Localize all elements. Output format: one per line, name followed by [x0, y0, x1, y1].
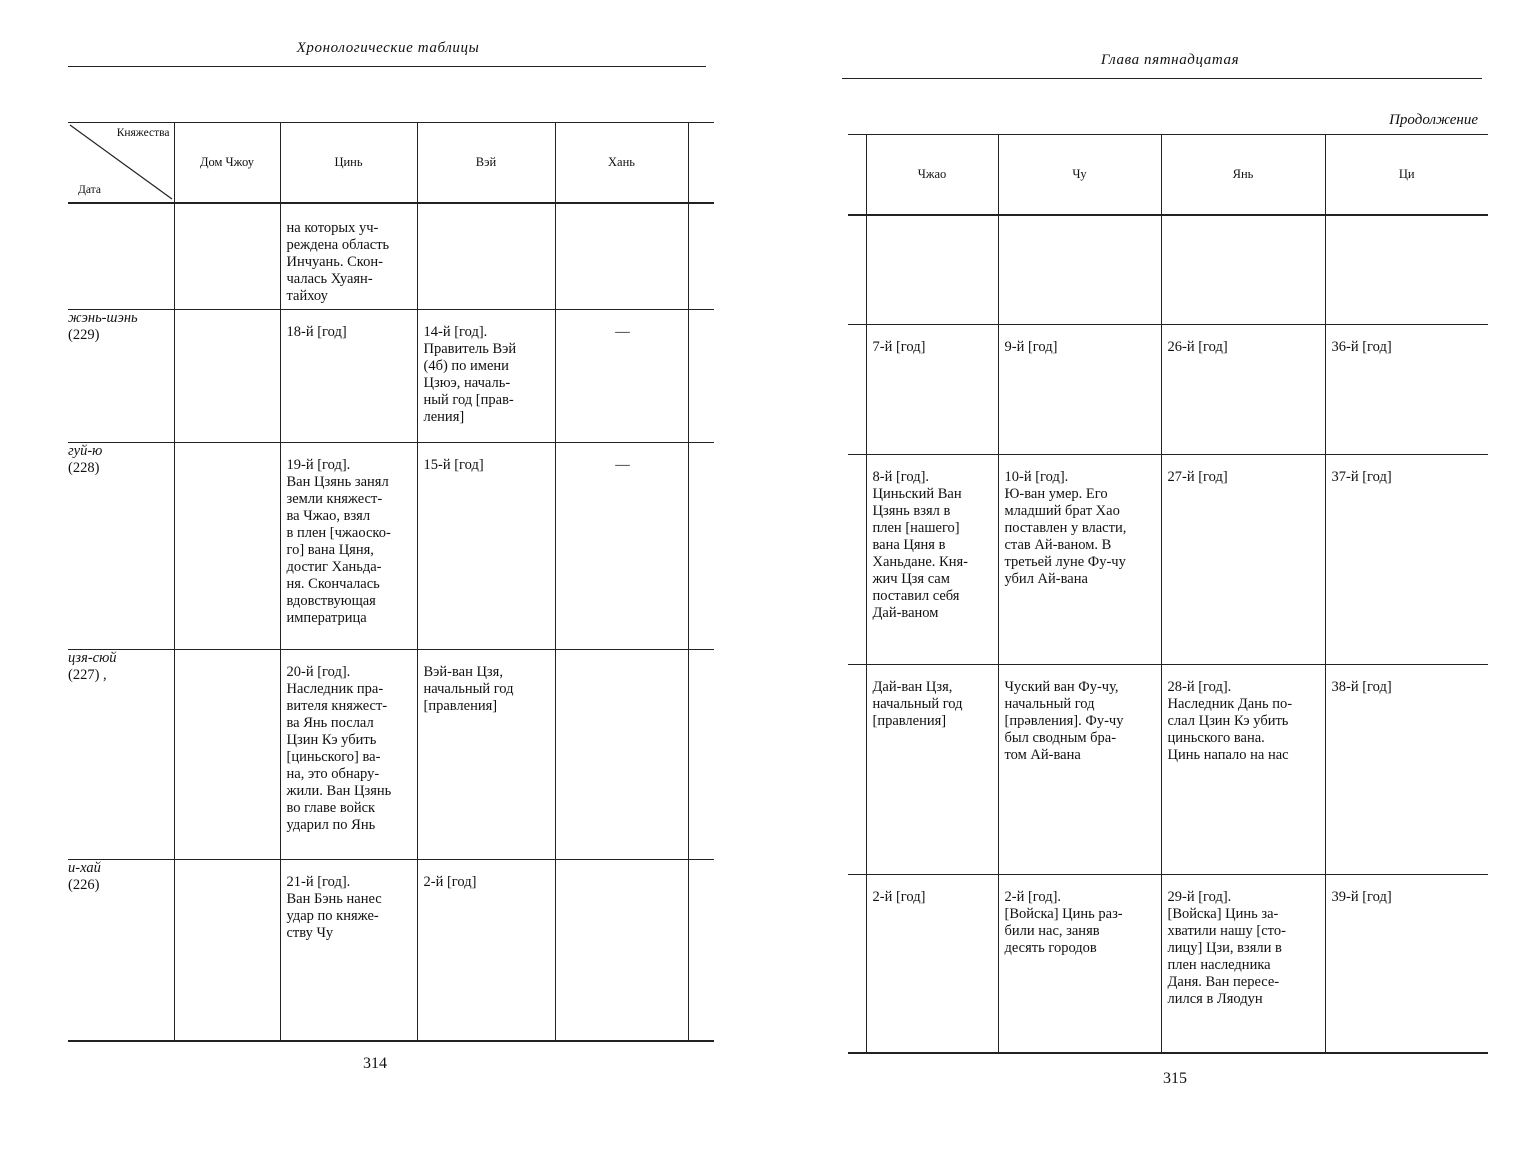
row-spacer	[688, 859, 714, 1041]
cell-qi	[1325, 215, 1488, 325]
column-header-zhao: Чжао	[866, 135, 998, 215]
cell-zhou	[174, 203, 280, 310]
cyclical-date: жэнь-шэнь	[68, 309, 138, 326]
column-header-qi: Ци	[1325, 135, 1488, 215]
year-bc: (228)	[68, 459, 100, 476]
table-row	[68, 203, 714, 310]
row-left-margin	[848, 665, 866, 875]
cell-wei: 2-й [год]	[417, 859, 555, 1041]
column-header-wei: Вэй	[417, 123, 555, 203]
cell-qin: на которых уч- реждена область Инчуань. Скон- чалась Хуаян- тайхоу	[280, 203, 417, 310]
cell-zhou	[174, 859, 280, 1041]
cell-han	[555, 203, 688, 310]
column-header-qin: Цинь	[280, 123, 417, 203]
cyclical-date: гуй-ю	[68, 442, 103, 459]
running-head-rule-left	[68, 66, 706, 67]
row-left-margin	[848, 215, 866, 325]
cell-yan: 29-й [год]. [Войска] Цинь за- хватили нашу [сто- лицу] Цзи, взяли в плен наследника Даня. Ван пересе- лился в Ляодун	[1161, 875, 1325, 1053]
table-row	[848, 875, 1488, 1053]
cell-qi: 37-й [год]	[1325, 455, 1488, 665]
cell-han	[555, 649, 688, 859]
page-number-left: 314	[363, 1055, 387, 1072]
header-principalities: Княжества	[116, 127, 170, 139]
cell-chu: 10-й [год]. Ю-ван умер. Его младший брат Хао поставлен у власти, став Ай-ваном. В третьей луне Фу-чу убил Ай-вана	[998, 455, 1161, 665]
table-row	[68, 442, 714, 649]
cell-qi: 38-й [год]	[1325, 665, 1488, 875]
cell-chu: 2-й [год]. [Войска] Цинь раз- били нас, заняв десять городов	[998, 875, 1161, 1053]
cell-chu	[998, 215, 1161, 325]
page-number-right: 315	[1163, 1070, 1187, 1087]
cell-zhao	[866, 215, 998, 325]
date-cell	[68, 442, 174, 649]
row-left-margin	[848, 325, 866, 455]
cell-han: —	[555, 309, 688, 442]
table-row	[848, 455, 1488, 665]
row-spacer	[688, 309, 714, 442]
cyclical-date: цзя-сюй	[68, 649, 117, 666]
cell-qi: 39-й [год]	[1325, 875, 1488, 1053]
cell-zhao: Дай-ван Цзя, начальный год [правления]	[866, 665, 998, 875]
running-head-rule-right	[842, 78, 1482, 79]
row-left-margin	[848, 455, 866, 665]
cell-han: —	[555, 442, 688, 649]
year-bc: (229)	[68, 326, 100, 343]
cell-zhao: 2-й [год]	[866, 875, 998, 1053]
date-cell	[68, 309, 174, 442]
cell-qin: 19-й [год]. Ван Цзянь занял земли княжест- ва Чжао, взял в плен [чжаоско- го] вана Цяня, достиг Ханьда- ня. Скончалась вдовствующая императрица	[280, 442, 417, 649]
table-row	[848, 665, 1488, 875]
cell-yan	[1161, 215, 1325, 325]
cell-zhou	[174, 309, 280, 442]
row-left-margin	[848, 875, 866, 1053]
table-row	[68, 859, 714, 1041]
cell-chu: 9-й [год]	[998, 325, 1161, 455]
cell-chu: Чуский ван Фу-чу, начальный год [прəвления]. Фу-чу был сводным бра- том Ай-вана	[998, 665, 1161, 875]
header-left-margin	[848, 135, 866, 215]
cell-wei: Вэй-ван Цзя, начальный год [правления]	[417, 649, 555, 859]
year-bc: (227) ,	[68, 666, 107, 683]
continued-label: Продолжение	[1389, 112, 1478, 128]
cell-wei: 15-й [год]	[417, 442, 555, 649]
header-spacer	[688, 123, 714, 203]
cell-wei	[417, 203, 555, 310]
table-row	[68, 309, 714, 442]
date-cell	[68, 203, 174, 310]
chronology-table-right	[848, 134, 1488, 1054]
row-spacer	[688, 442, 714, 649]
cell-zhao: 8-й [год]. Циньский Ван Цзянь взял в плен [нашего] вана Цяня в Ханьдане. Кня- жич Цзя сам поставил себя Дай-ваном	[866, 455, 998, 665]
left-page	[0, 0, 720, 1154]
cell-wei: 14-й [год]. Правитель Вэй (4б) по имени Цзюэ, началь- ный год [прав- ления]	[417, 309, 555, 442]
cyclical-date: и-хай	[68, 859, 101, 876]
cell-qin: 20-й [год]. Наследник пра- вителя княжест- ва Янь послал Цзин Кэ убить [циньского] ва- на, это обнару- жили. Ван Цзянь во главе войск ударил по Янь	[280, 649, 417, 859]
cell-zhou	[174, 442, 280, 649]
cell-yan: 26-й [год]	[1161, 325, 1325, 455]
cell-yan: 28-й [год]. Наследник Дань по- слал Цзин Кэ убить циньского вана. Цинь напало на нас	[1161, 665, 1325, 875]
right-page	[840, 0, 1500, 1154]
table-row	[848, 325, 1488, 455]
column-header-zhou: Дом Чжоу	[174, 123, 280, 203]
date-cell	[68, 859, 174, 1041]
cell-qin: 21-й [год]. Ван Бэнь нанес удар по княже- ству Чу	[280, 859, 417, 1041]
cell-han	[555, 859, 688, 1041]
cell-zhao: 7-й [год]	[866, 325, 998, 455]
column-header-yan: Янь	[1161, 135, 1325, 215]
chronology-table-left	[68, 122, 714, 1042]
diagonal-header-cell	[68, 123, 174, 203]
running-head-left: Хронологические таблицы	[296, 40, 480, 56]
cell-zhou	[174, 649, 280, 859]
cell-qi: 36-й [год]	[1325, 325, 1488, 455]
table-row	[848, 215, 1488, 325]
column-header-chu: Чу	[998, 135, 1161, 215]
row-spacer	[688, 649, 714, 859]
header-date: Дата	[78, 183, 101, 196]
cell-qin: 18-й [год]	[280, 309, 417, 442]
year-bc: (226)	[68, 876, 100, 893]
cell-yan: 27-й [год]	[1161, 455, 1325, 665]
running-head-right: Глава пятнадцатая	[1100, 52, 1240, 68]
column-header-han: Хань	[555, 123, 688, 203]
date-cell	[68, 649, 174, 859]
row-spacer	[688, 203, 714, 310]
table-row	[68, 649, 714, 859]
